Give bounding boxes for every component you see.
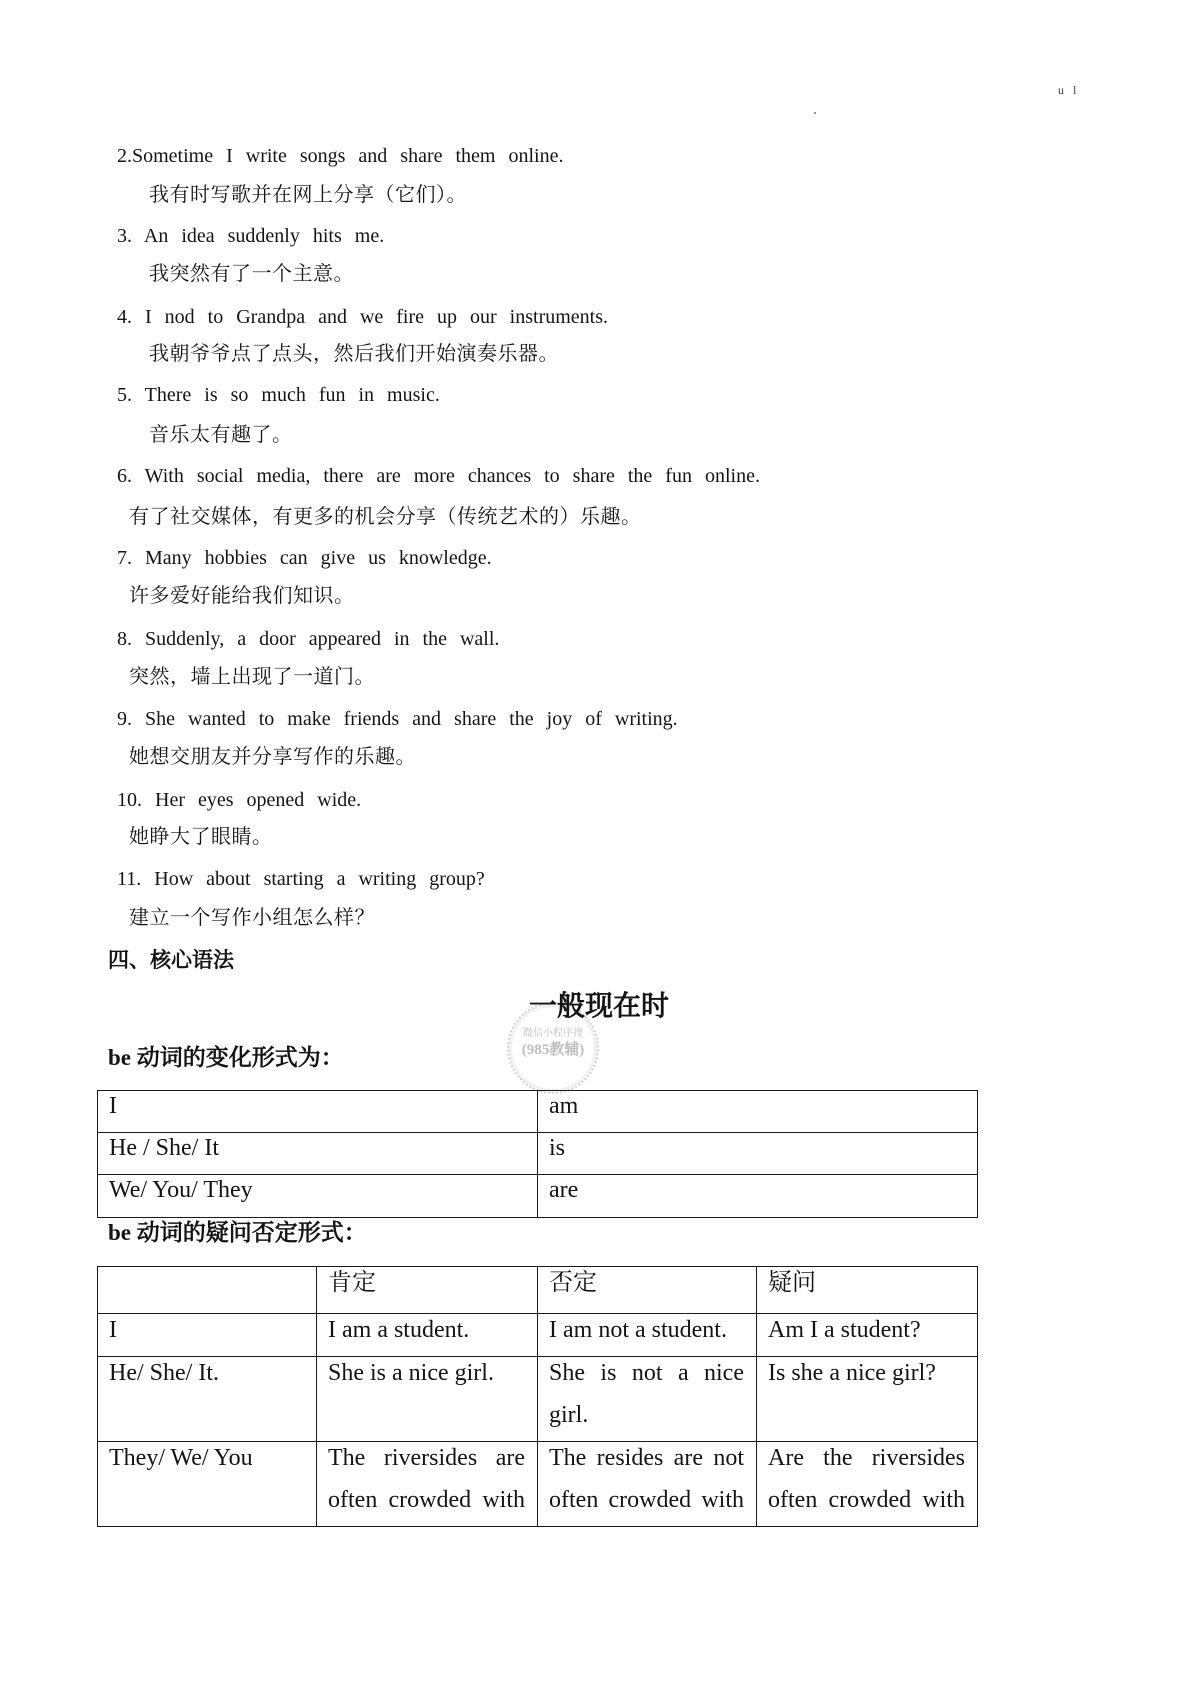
- grammar-title: 一般现在时: [528, 991, 669, 1022]
- negative-cell: [538, 1357, 757, 1442]
- question-cell: [757, 1357, 978, 1442]
- be-forms-table: [97, 1090, 978, 1218]
- sentence-zh-2: 我有时写歌并在网上分享（它们）。: [149, 184, 467, 206]
- table-row: [98, 1133, 978, 1175]
- header-cell-empty: [98, 1267, 317, 1314]
- subject-cell: [98, 1442, 317, 1527]
- header-cell-negative: [538, 1267, 757, 1314]
- cell-text: I am not a student.: [549, 1317, 727, 1343]
- affirmative-cell: [317, 1357, 538, 1442]
- table-row: [98, 1357, 978, 1442]
- affirmative-cell: [317, 1442, 538, 1527]
- cell-text: I: [109, 1317, 117, 1343]
- section-heading: 四、核心语法: [108, 948, 234, 972]
- cell-text: She is a nice girl.: [328, 1360, 494, 1386]
- subject-cell: [98, 1314, 317, 1357]
- sentence-zh-4: 我朝爷爷点了点头，然后我们开始演奏乐器。: [149, 343, 559, 365]
- header-cell-affirmative: [317, 1267, 538, 1314]
- sentence-zh-6: 有了社交媒体，有更多的机会分享（传统艺术的）乐趣。: [129, 506, 642, 528]
- be-question-negative-table: [97, 1266, 978, 1527]
- sentence-zh-10: 她睁大了眼睛。: [129, 826, 273, 848]
- be-form-cell: are: [538, 1175, 978, 1218]
- table-row: [98, 1175, 978, 1218]
- sentence-en-9: 9. She wanted to make friends and share the joy of writing.: [117, 708, 678, 730]
- page-mark: u l: [1058, 83, 1080, 97]
- table-row: [98, 1091, 978, 1133]
- subject-cell: We/ You/ They: [98, 1175, 538, 1218]
- be-form-cell: am: [538, 1091, 978, 1133]
- sentence-zh-9: 她想交朋友并分享写作的乐趣。: [129, 746, 416, 768]
- sentence-en-2: 2.Sometime I write songs and share them online.: [117, 145, 564, 167]
- subject-cell: I: [98, 1091, 538, 1133]
- affirmative-cell: [317, 1314, 538, 1357]
- table-header-row: [98, 1267, 978, 1314]
- header-label: 否定: [549, 1270, 597, 1296]
- sentence-zh-3: 我突然有了一个主意。: [149, 263, 354, 285]
- negative-cell: [538, 1314, 757, 1357]
- cell-text: Is she a nice girl?: [768, 1360, 936, 1386]
- dot-mark: [814, 112, 816, 114]
- cell-text: He/ She/ It.: [109, 1360, 219, 1386]
- watermark-line-2: (985教辅): [521, 1042, 585, 1058]
- sentence-zh-11: 建立一个写作小组怎么样？: [129, 907, 375, 929]
- sentence-en-11: 11. How about starting a writing group?: [117, 868, 485, 890]
- sentence-en-7: 7. Many hobbies can give us knowledge.: [117, 547, 492, 569]
- question-cell: [757, 1314, 978, 1357]
- header-label: 肯定: [328, 1270, 376, 1296]
- sentence-zh-7: 许多爱好能给我们知识。: [129, 585, 355, 607]
- watermark-line-1: 微信小程序搜: [523, 1028, 583, 1039]
- cell-text: The resides are not often crowded with: [549, 1445, 744, 1513]
- subject-cell: He / She/ It: [98, 1133, 538, 1175]
- table-row: [98, 1314, 978, 1357]
- table-row: [98, 1442, 978, 1527]
- sentence-en-3: 3. An idea suddenly hits me.: [117, 225, 385, 247]
- cell-text: I am a student.: [328, 1317, 470, 1343]
- cell-text: She is not a nice girl.: [549, 1360, 744, 1428]
- sentence-zh-8: 突然，墙上出现了一道门。: [129, 666, 375, 688]
- cell-text: The riversides are often crowded with: [328, 1445, 525, 1513]
- sentence-en-8: 8. Suddenly, a door appeared in the wall.: [117, 628, 500, 650]
- be-form-cell: is: [538, 1133, 978, 1175]
- cell-text: Am I a student?: [768, 1317, 921, 1343]
- be-question-negative-caption: be 动词的疑问否定形式：: [108, 1220, 367, 1245]
- cell-text: They/ We/ You: [109, 1445, 253, 1471]
- sentence-en-5: 5. There is so much fun in music.: [117, 384, 440, 406]
- be-forms-caption: be 动词的变化形式为：: [108, 1045, 344, 1070]
- negative-cell: [538, 1442, 757, 1527]
- sentence-en-4: 4. I nod to Grandpa and we fire up our instruments.: [117, 306, 609, 328]
- subject-cell: [98, 1357, 317, 1442]
- sentence-en-10: 10. Her eyes opened wide.: [117, 789, 362, 811]
- question-cell: [757, 1442, 978, 1527]
- header-cell-question: [757, 1267, 978, 1314]
- header-label: 疑问: [768, 1270, 816, 1296]
- cell-text: Are the riversides often crowded with: [768, 1445, 965, 1513]
- sentence-en-6: 6. With social media, there are more chances to share the fun online.: [117, 465, 760, 487]
- sentence-zh-5: 音乐太有趣了。: [149, 424, 293, 446]
